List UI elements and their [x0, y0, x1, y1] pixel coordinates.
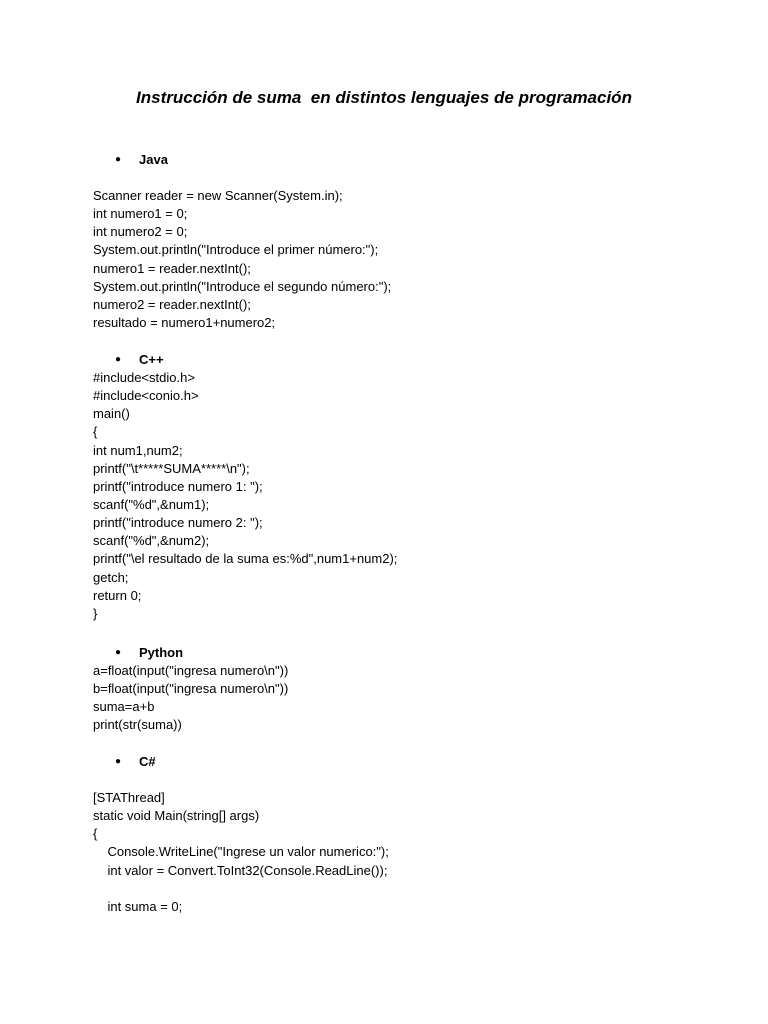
- section-heading: [93, 151, 391, 169]
- section-python: [93, 644, 288, 735]
- section-heading-label: Python: [139, 645, 184, 660]
- code-line: }: [93, 605, 98, 621]
- code-line: System.out.println("Introduce el segundo número:");: [93, 278, 392, 294]
- bullet-icon: ●: [115, 647, 122, 658]
- code-line: {: [93, 826, 98, 842]
- code-line: print(str(suma)): [93, 717, 182, 733]
- code-line: #include<stdio.h>: [93, 370, 195, 385]
- code-block: [93, 789, 389, 916]
- section-heading-label: C++: [139, 352, 164, 367]
- code-line: printf("\el resultado de la suma es:%d",num1+num2);: [93, 551, 398, 567]
- code-line: return 0;: [93, 587, 142, 603]
- section-heading-label: C#: [139, 754, 156, 769]
- section-java: [93, 151, 391, 332]
- bullet-icon: ●: [115, 154, 122, 165]
- code-line: int numero2 = 0;: [93, 224, 188, 240]
- section-heading-label: Java: [139, 152, 168, 167]
- code-line: System.out.println("Introduce el primer número:");: [93, 242, 379, 258]
- code-line: numero2 = reader.nextInt();: [93, 296, 251, 312]
- section-cpp: [93, 351, 397, 623]
- code-line: b=float(input("ingresa numero\n")): [93, 681, 289, 697]
- code-line: printf("introduce numero 1: ");: [93, 478, 263, 494]
- code-line: static void Main(string[] args): [93, 808, 260, 824]
- code-line: a=float(input("ingresa numero\n")): [93, 663, 289, 678]
- code-line: int numero1 = 0;: [93, 206, 188, 222]
- code-block: [93, 187, 391, 332]
- code-line: int suma = 0;: [93, 898, 183, 914]
- code-line: {: [93, 424, 98, 440]
- code-line: [93, 880, 389, 898]
- code-line: #include<conio.h>: [93, 388, 199, 404]
- code-line: scanf("%d",&num1);: [93, 496, 210, 512]
- bullet-icon: ●: [115, 756, 122, 767]
- code-line: printf("\t*****SUMA*****\n");: [93, 460, 250, 476]
- section-heading: [93, 644, 288, 662]
- code-block: [93, 369, 397, 623]
- section-heading: [93, 351, 397, 369]
- section-csharp: [93, 753, 389, 916]
- code-line: scanf("%d",&num2);: [93, 533, 210, 549]
- code-line: getch;: [93, 569, 129, 585]
- code-line: numero1 = reader.nextInt();: [93, 260, 251, 276]
- page-title: Instrucción de suma en distintos lenguajes de programación: [136, 88, 632, 107]
- bullet-icon: ●: [115, 354, 122, 365]
- code-block: [93, 662, 288, 735]
- code-line: int valor = Convert.ToInt32(Console.ReadLine());: [93, 862, 388, 878]
- code-line: printf("introduce numero 2: ");: [93, 515, 263, 531]
- code-line: resultado = numero1+numero2;: [93, 314, 276, 330]
- code-line: [STAThread]: [93, 790, 165, 805]
- code-line: main(): [93, 406, 130, 422]
- section-heading: [93, 753, 389, 771]
- code-line: Scanner reader = new Scanner(System.in);: [93, 188, 343, 203]
- code-line: int num1,num2;: [93, 442, 183, 458]
- code-line: Console.WriteLine("Ingrese un valor numerico:");: [93, 844, 389, 860]
- code-line: suma=a+b: [93, 699, 155, 715]
